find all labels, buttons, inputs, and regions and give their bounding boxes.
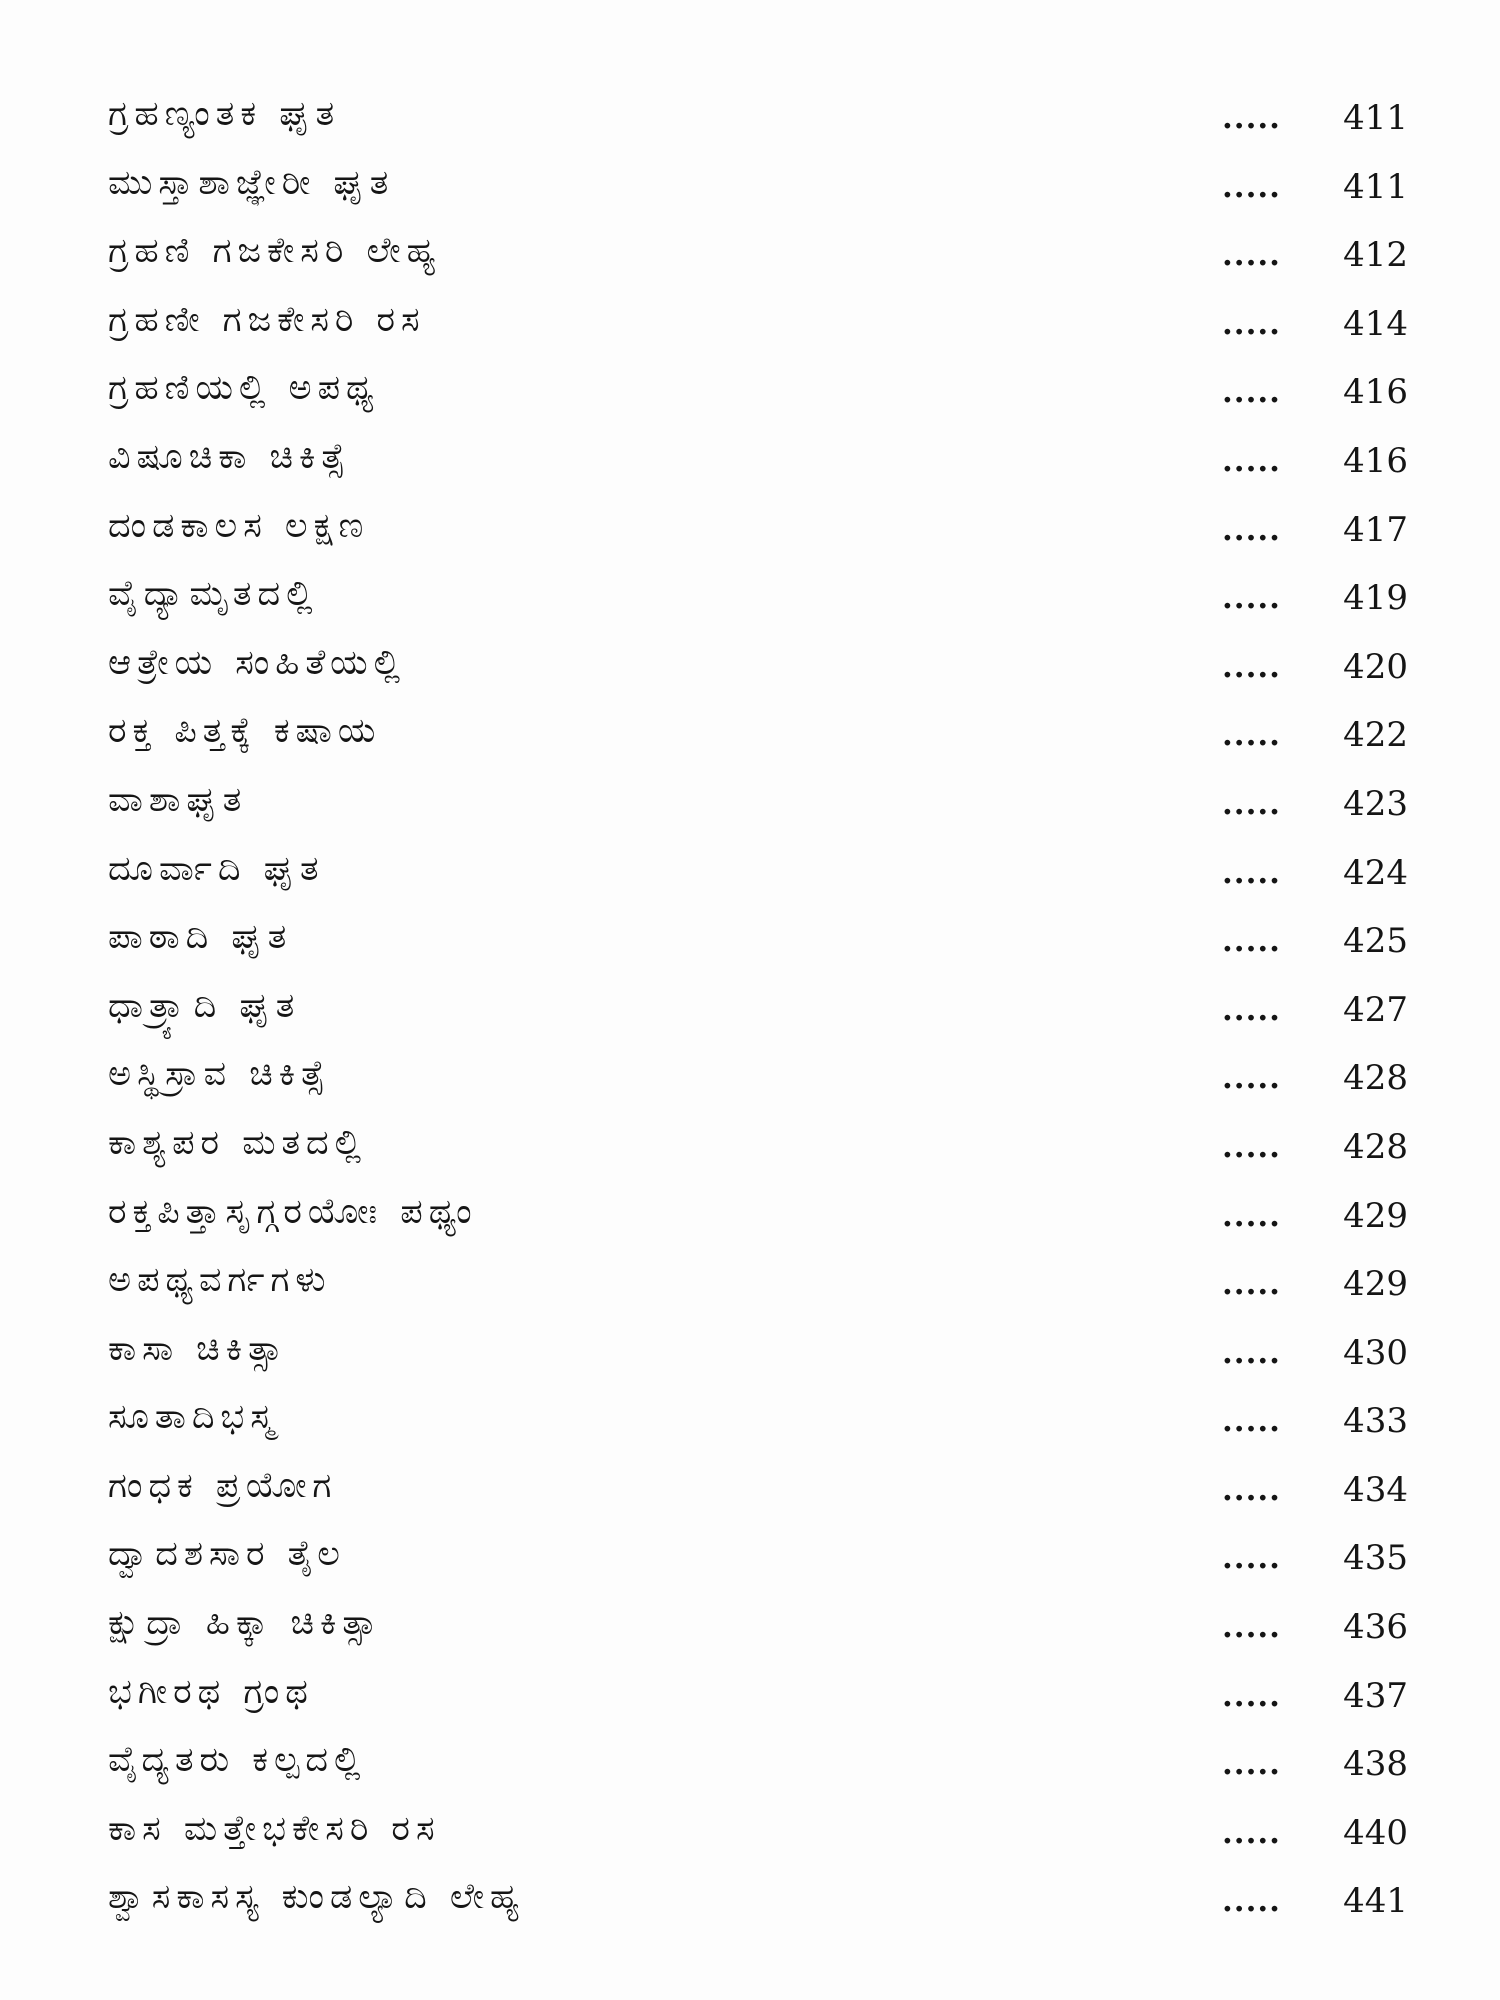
page-number: 433 [1343, 1401, 1408, 1442]
toc-entry [108, 774, 1408, 843]
page-number: 429 [1343, 1195, 1408, 1236]
page-number: 441 [1343, 1881, 1408, 1922]
table-of-contents [108, 88, 1408, 1940]
page-number: 438 [1343, 1744, 1408, 1785]
toc-entry [108, 225, 1408, 294]
entry-title: ಕ್ಷುದ್ರಾ ಹಿಕ್ಕಾ ಚಿಕಿತ್ಸಾ [108, 1603, 383, 1644]
toc-entry [108, 1186, 1408, 1255]
toc-entry [108, 294, 1408, 363]
dot-leader: ..... [1222, 1471, 1281, 1508]
entry-title: ವಿಷೂಚಿಕಾ ಚಿಕಿತ್ಸೆ [108, 436, 351, 477]
toc-entry [108, 911, 1408, 980]
toc-entry [108, 157, 1408, 226]
dot-leader: ..... [1222, 1540, 1281, 1577]
dot-leader: ..... [1222, 648, 1281, 685]
page-number: 428 [1343, 1058, 1408, 1099]
page-number: 420 [1343, 646, 1408, 687]
entry-title: ಅಸ್ಥಿಸ್ರಾವ ಚಿಕಿತ್ಸೆ [108, 1054, 331, 1095]
entry-title: ಗ್ರಹಣಿ ಗಜಕೇಸರಿ ಲೇಹ್ಯ [108, 231, 442, 272]
entry-title: ಗ್ರಹಣೀ ಗಜಕೇಸರಿ ರಸ [108, 299, 426, 340]
page-number: 416 [1343, 440, 1408, 481]
dot-leader: ..... [1222, 1128, 1281, 1165]
entry-title: ವೈದ್ಯತರು ಕಲ್ಪದಲ್ಲಿ [108, 1740, 367, 1781]
entry-title: ಭಗೀರಥ ಗ್ರಂಥ [108, 1671, 314, 1712]
toc-entry [108, 1254, 1408, 1323]
dot-leader: ..... [1222, 1334, 1281, 1371]
dot-leader: ..... [1222, 237, 1281, 274]
page-number: 411 [1343, 166, 1408, 207]
entry-title: ಆತ್ರೇಯ ಸಂಹಿತೆಯಲ್ಲಿ [108, 642, 407, 683]
dot-leader: ..... [1222, 1677, 1281, 1714]
dot-leader: ..... [1222, 923, 1281, 960]
entry-title: ಅಪಥ್ಯವರ್ಗಗಳು [108, 1260, 332, 1301]
toc-entry [108, 1048, 1408, 1117]
toc-entry [108, 1666, 1408, 1735]
entry-title: ರಕ್ತಪಿತ್ತಾಸೃಗ್ಗರಯೋಃ ಪಥ್ಯಂ [108, 1191, 478, 1232]
dot-leader: ..... [1222, 717, 1281, 754]
entry-title: ದ್ವಾದಶಸಾರ ತೈಲ [108, 1534, 346, 1575]
dot-leader: ..... [1222, 511, 1281, 548]
dot-leader: ..... [1222, 991, 1281, 1028]
dot-leader: ..... [1222, 1883, 1281, 1920]
toc-entry [108, 88, 1408, 157]
page-number: 419 [1343, 578, 1408, 619]
page-number: 436 [1343, 1607, 1408, 1648]
entry-title: ಧಾತ್ರ್ಯಾದಿ ಘೃತ [108, 985, 301, 1026]
dot-leader: ..... [1222, 100, 1281, 136]
dot-leader: ..... [1222, 785, 1281, 822]
page-number: 423 [1343, 783, 1408, 824]
entry-title: ವೈದ್ಯಾಮೃತದಲ್ಲಿ [108, 574, 319, 615]
entry-title: ದೂರ್ವಾದಿ ಘೃತ [108, 848, 325, 889]
page-number: 434 [1343, 1469, 1408, 1510]
entry-title: ಕಾಶ್ಯಪರ ಮತದಲ್ಲಿ [108, 1122, 368, 1163]
toc-entry [108, 637, 1408, 706]
page-number: 440 [1343, 1812, 1408, 1853]
dot-leader: ..... [1222, 854, 1281, 891]
toc-entry [108, 500, 1408, 569]
dot-leader: ..... [1222, 1814, 1281, 1851]
dot-leader: ..... [1222, 580, 1281, 617]
dot-leader: ..... [1222, 1746, 1281, 1783]
toc-entry [108, 1597, 1408, 1666]
dot-leader: ..... [1222, 1266, 1281, 1303]
toc-entry [108, 1734, 1408, 1803]
page-number: 430 [1343, 1332, 1408, 1373]
entry-title: ಗ್ರಹಣ್ಯಂತಕ ಘೃತ [108, 94, 341, 134]
page-number: 435 [1343, 1538, 1408, 1579]
page-number: 417 [1343, 509, 1408, 550]
dot-leader: ..... [1222, 374, 1281, 411]
toc-entry [108, 1460, 1408, 1529]
page-number: 428 [1343, 1126, 1408, 1167]
entry-title: ಕಾಸ ಮತ್ತೇಭಕೇಸರಿ ರಸ [108, 1808, 441, 1849]
page-number: 427 [1343, 989, 1408, 1030]
dot-leader: ..... [1222, 1609, 1281, 1646]
page-number: 424 [1343, 852, 1408, 893]
dot-leader: ..... [1222, 442, 1281, 479]
entry-title: ದಂಡಕಾಲಸ ಲಕ್ಷಣ [108, 505, 370, 546]
entry-title: ಪಾಠಾದಿ ಘೃತ [108, 917, 293, 958]
toc-entry [108, 980, 1408, 1049]
toc-entry [108, 843, 1408, 912]
toc-entry [108, 568, 1408, 637]
entry-title: ಗಂಧಕ ಪ್ರಯೋಗ [108, 1465, 338, 1506]
dot-leader: ..... [1222, 1060, 1281, 1097]
page-number: 422 [1343, 715, 1408, 756]
toc-entry [108, 1117, 1408, 1186]
page-number: 429 [1343, 1264, 1408, 1305]
page-number: 411 [1343, 98, 1408, 138]
page-number: 412 [1343, 235, 1408, 276]
toc-entry [108, 1528, 1408, 1597]
entry-title: ಮುಸ್ತಾಶಾಜ್ಞೇರೀ ಘೃತ [108, 162, 395, 203]
toc-entry [108, 705, 1408, 774]
page-number: 414 [1343, 303, 1408, 344]
entry-title: ಶ್ವಾಸಕಾಸಸ್ಯ ಕುಂಡಲ್ಯಾದಿ ಲೇಹ್ಯ [108, 1877, 526, 1918]
entry-title: ಕಾಸಾ ಚಿಕಿತ್ಸಾ [108, 1328, 289, 1369]
toc-entry [108, 1323, 1408, 1392]
dot-leader: ..... [1222, 1197, 1281, 1234]
page-number: 437 [1343, 1675, 1408, 1716]
entry-title: ವಾಶಾಘೃತ [108, 779, 248, 820]
toc-entry [108, 362, 1408, 431]
toc-entry [108, 1871, 1408, 1940]
entry-title: ಸೂತಾದಿಭಸ್ಮ [108, 1397, 280, 1438]
toc-entry [108, 431, 1408, 500]
dot-leader: ..... [1222, 168, 1281, 205]
entry-title: ಗ್ರಹಣಿಯಲ್ಲಿ ಅಪಥ್ಯ [108, 368, 380, 409]
dot-leader: ..... [1222, 1403, 1281, 1440]
page-number: 425 [1343, 921, 1408, 962]
toc-entry [108, 1803, 1408, 1872]
toc-entry [108, 1391, 1408, 1460]
page-number: 416 [1343, 372, 1408, 413]
dot-leader: ..... [1222, 305, 1281, 342]
entry-title: ರಕ್ತ ಪಿತ್ತಕ್ಕೆ ಕಷಾಯ [108, 711, 382, 752]
